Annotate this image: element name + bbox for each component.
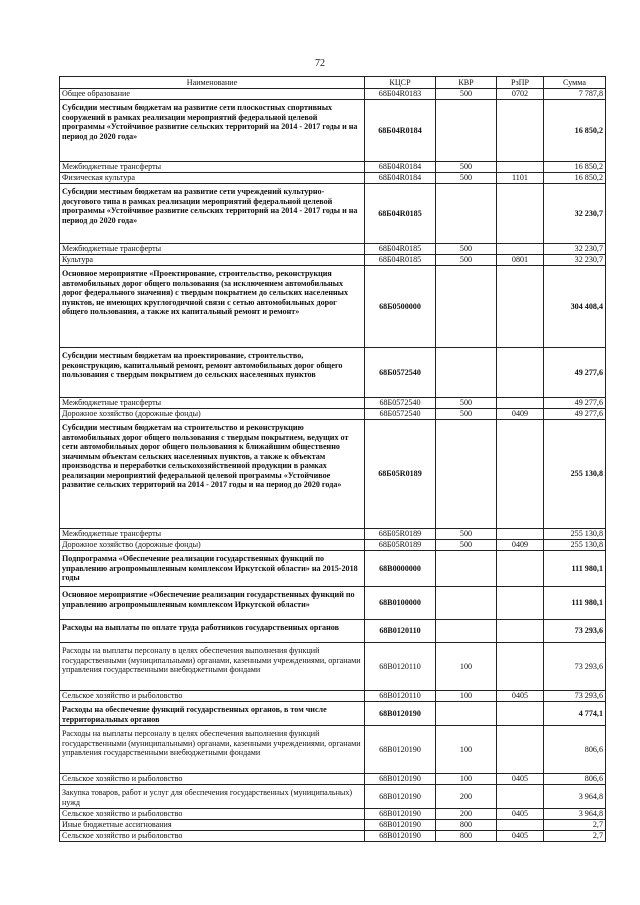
cell-rzpr [497,643,544,691]
cell-rzpr: 0801 [497,255,544,266]
table-row [60,820,606,831]
table-row [60,255,606,266]
cell-name: Сельское хозяйство и рыболовство [60,809,365,820]
cell-sum: 4 774,1 [544,702,606,726]
cell-name: Расходы на выплаты персоналу в целях обеспечения выполнения функций государственными (муниципальными) органами, казенными учреждениями, органами управления государственными внебюджетными фондами [60,643,365,691]
cell-kcsr: 68Б05R0189 [365,420,436,529]
cell-kvr [436,266,497,348]
cell-kvr: 500 [436,162,497,173]
cell-kvr: 500 [436,529,497,540]
cell-kcsr: 68Б0572540 [365,348,436,398]
cell-rzpr [497,551,544,587]
cell-sum: 2,7 [544,820,606,831]
header-name: Наименование [60,77,365,89]
cell-name: Дорожное хозяйство (дорожные фонды) [60,409,365,420]
cell-kcsr: 68Б04R0184 [365,173,436,184]
cell-kcsr: 68В0120190 [365,809,436,820]
cell-sum: 32 230,7 [544,244,606,255]
table-row [60,184,606,244]
cell-kcsr: 68Б04R0185 [365,244,436,255]
cell-rzpr: 0405 [497,691,544,702]
table-row [60,587,606,620]
cell-kcsr: 68Б0572540 [365,398,436,409]
cell-name: Дорожное хозяйство (дорожные фонды) [60,540,365,551]
cell-kvr: 800 [436,831,497,842]
cell-kcsr: 68В0120190 [365,831,436,842]
cell-name: Иные бюджетные ассигнования [60,820,365,831]
cell-sum: 3 964,8 [544,785,606,809]
cell-kvr: 500 [436,89,497,100]
cell-rzpr [497,184,544,244]
cell-name: Субсидии местным бюджетам на развитие сети учреждений культурно-досугового типа в рамках реализации мероприятий федеральной целевой программы «Устойчивое развитие сельских территорий на 2014 - 2017 годы и на период до 2020 года» [60,184,365,244]
cell-kvr: 800 [436,820,497,831]
cell-kcsr: 68В0100000 [365,587,436,620]
cell-rzpr [497,100,544,162]
cell-name: Сельское хозяйство и рыболовство [60,691,365,702]
table-row [60,266,606,348]
table-row [60,774,606,785]
cell-kvr [436,184,497,244]
cell-kcsr: 68Б0572540 [365,409,436,420]
header-kvr: КВР [436,77,497,89]
table-row [60,702,606,726]
table-body [60,89,606,842]
cell-name: Расходы на обеспечение функций государственных органов, в том числе территориальных органов [60,702,365,726]
cell-kcsr: 68Б0500000 [365,266,436,348]
table-row [60,691,606,702]
cell-sum: 49 277,6 [544,348,606,398]
cell-rzpr: 0405 [497,831,544,842]
cell-name: Основное мероприятие «Проектирование, строительство, реконструкция автомобильных дорог общего пользования (за исключением автомобильных дорог федерального значения) с твердым покрытием до сельских населенных пунктов, не имеющих круглогодичной связи с сетью автомобильных дорог общего пользования, а также их капитальный ремонт и ремонт» [60,266,365,348]
table-row [60,726,606,774]
cell-name: Субсидии местным бюджетам на проектирование, строительство, реконструкцию, капитальный ремонт, ремонт автомобильных дорог общего пользования с твердым покрытием до сельских населенных пунктов [60,348,365,398]
cell-rzpr [497,266,544,348]
cell-kvr: 500 [436,540,497,551]
table-row [60,809,606,820]
cell-kcsr: 68В0120110 [365,691,436,702]
page-number: 72 [315,58,325,69]
cell-sum: 32 230,7 [544,184,606,244]
cell-sum: 806,6 [544,774,606,785]
cell-name: Подпрограмма «Обеспечение реализации государственных функций по управлению агропромышленным комплексом Иркутской области» на 2015-2018 годы [60,551,365,587]
cell-sum: 49 277,6 [544,398,606,409]
cell-sum: 49 277,6 [544,409,606,420]
cell-sum: 16 850,2 [544,173,606,184]
budget-table [59,76,606,842]
cell-sum: 73 293,6 [544,691,606,702]
table-row [60,409,606,420]
cell-rzpr: 0405 [497,809,544,820]
cell-sum: 304 408,4 [544,266,606,348]
table-row [60,420,606,529]
cell-kvr: 500 [436,409,497,420]
table-row [60,529,606,540]
cell-kcsr: 68Б04R0184 [365,162,436,173]
cell-kvr: 200 [436,809,497,820]
cell-sum: 111 980,1 [544,587,606,620]
cell-rzpr: 0409 [497,409,544,420]
cell-rzpr [497,702,544,726]
cell-kcsr: 68Б04R0185 [365,255,436,266]
table-row [60,173,606,184]
header-sum: Сумма [544,77,606,89]
table-row [60,643,606,691]
cell-kcsr: 68В0120190 [365,702,436,726]
cell-kcsr: 68В0120190 [365,785,436,809]
cell-sum: 16 850,2 [544,162,606,173]
cell-name: Культура [60,255,365,266]
header-rzpr: РзПР [497,77,544,89]
cell-kvr [436,420,497,529]
cell-kvr: 100 [436,643,497,691]
header-kcsr: КЦСР [365,77,436,89]
cell-name: Межбюджетные трансферты [60,398,365,409]
cell-sum: 255 130,8 [544,529,606,540]
cell-sum: 2,7 [544,831,606,842]
cell-rzpr [497,620,544,643]
table-row [60,551,606,587]
cell-kcsr: 68Б04R0185 [365,184,436,244]
cell-sum: 73 293,6 [544,643,606,691]
cell-rzpr: 0702 [497,89,544,100]
cell-kvr [436,620,497,643]
cell-name: Общее образование [60,89,365,100]
cell-kcsr: 68В0120190 [365,820,436,831]
cell-kvr: 100 [436,726,497,774]
table-row [60,785,606,809]
cell-rzpr [497,587,544,620]
cell-kvr: 500 [436,255,497,266]
cell-kcsr: 68Б04R0184 [365,100,436,162]
cell-rzpr [497,785,544,809]
cell-sum: 16 850,2 [544,100,606,162]
cell-rzpr [497,726,544,774]
cell-kcsr: 68Б05R0189 [365,529,436,540]
table-row [60,620,606,643]
cell-name: Межбюджетные трансферты [60,162,365,173]
cell-name: Сельское хозяйство и рыболовство [60,831,365,842]
cell-rzpr [497,529,544,540]
cell-sum: 3 964,8 [544,809,606,820]
cell-sum: 7 787,8 [544,89,606,100]
cell-rzpr [497,244,544,255]
cell-sum: 806,6 [544,726,606,774]
cell-rzpr [497,820,544,831]
cell-name: Субсидии местным бюджетам на строительство и реконструкцию автомобильных дорог общего пользования с твердым покрытием, ведущих от сети автомобильных дорог общего пользования к ближайшим общественно значимым объектам сельских населенных пунктов, а также к объектам производства и переработки сельскохозяйственной продукции в рамках реализации мероприятий федеральной целевой программы «Устойчивое развитие сельских территорий на 2014 - 2017 годы и на период до 2020 года» [60,420,365,529]
cell-name: Расходы на выплаты по оплате труда работников государственных органов [60,620,365,643]
cell-sum: 255 130,8 [544,420,606,529]
cell-name: Закупка товаров, работ и услуг для обеспечения государственных (муниципальных) нужд [60,785,365,809]
cell-sum: 32 230,7 [544,255,606,266]
table-row [60,398,606,409]
cell-kvr [436,348,497,398]
table-row [60,348,606,398]
cell-name: Межбюджетные трансферты [60,244,365,255]
cell-rzpr [497,162,544,173]
cell-rzpr: 0409 [497,540,544,551]
table-row [60,831,606,842]
cell-rzpr [497,420,544,529]
table-row [60,162,606,173]
cell-kcsr: 68Б04R0183 [365,89,436,100]
cell-sum: 111 980,1 [544,551,606,587]
cell-rzpr: 0405 [497,774,544,785]
cell-kcsr: 68В0120110 [365,643,436,691]
cell-rzpr [497,398,544,409]
cell-kvr [436,551,497,587]
cell-kvr [436,587,497,620]
cell-kcsr: 68В0120190 [365,726,436,774]
cell-kcsr: 68В0120110 [365,620,436,643]
cell-kvr: 200 [436,785,497,809]
table-row [60,100,606,162]
cell-name: Сельское хозяйство и рыболовство [60,774,365,785]
cell-name: Физическая культура [60,173,365,184]
table-header [60,77,606,89]
cell-kvr: 500 [436,173,497,184]
cell-name: Расходы на выплаты персоналу в целях обеспечения выполнения функций государственными (муниципальными) органами, казенными учреждениями, органами управления государственными внебюджетными фондами [60,726,365,774]
cell-kvr: 100 [436,691,497,702]
cell-name: Основное мероприятие «Обеспечение реализации государственных функций по управлению агропромышленным комплексом Иркутской области» [60,587,365,620]
table-row [60,540,606,551]
cell-name: Межбюджетные трансферты [60,529,365,540]
cell-rzpr [497,348,544,398]
cell-rzpr: 1101 [497,173,544,184]
cell-sum: 73 293,6 [544,620,606,643]
cell-kcsr: 68В0120190 [365,774,436,785]
cell-name: Субсидии местным бюджетам на развитие сети плоскостных спортивных сооружений в рамках реализации мероприятий федеральной целевой программы «Устойчивое развитие сельских территорий на 2014 - 2017 годы и на период до 2020 года» [60,100,365,162]
cell-kcsr: 68В0000000 [365,551,436,587]
cell-kvr [436,100,497,162]
cell-kvr: 500 [436,244,497,255]
table-row [60,89,606,100]
cell-kvr: 100 [436,774,497,785]
cell-kvr [436,702,497,726]
cell-sum: 255 130,8 [544,540,606,551]
cell-kvr: 500 [436,398,497,409]
cell-kcsr: 68Б05R0189 [365,540,436,551]
table-row [60,244,606,255]
